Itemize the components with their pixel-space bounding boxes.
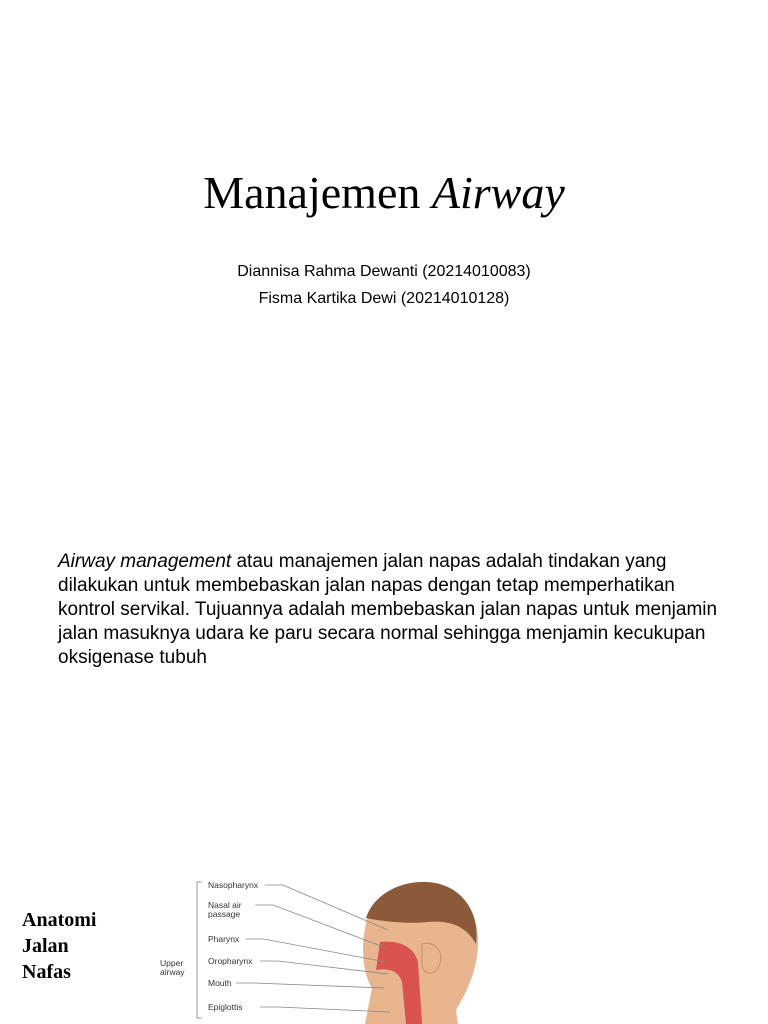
head-illustration (363, 882, 478, 1024)
anatomy-label-line: Nasal air (208, 900, 242, 910)
anatomy-label-text-1 (208, 880, 259, 890)
anatomy-label-line: passage (208, 909, 241, 919)
anatomy-label-text-6 (208, 1002, 243, 1012)
heading-line-2: Jalan (22, 935, 69, 957)
airway-anatomy-svg (150, 870, 620, 1024)
upper-airway-line-2: airway (160, 967, 185, 977)
section-heading (22, 907, 96, 985)
title-italic: Airway (431, 167, 565, 218)
anatomy-label-line: Mouth (208, 978, 232, 988)
slide-title (0, 165, 768, 221)
upper-airway-bracket (197, 882, 202, 1018)
anatomy-label-5 (208, 978, 384, 988)
author-2: Fisma Kartika Dewi (20214010128) (258, 290, 510, 307)
definition-text: atau manajemen jalan napas adalah tindakan yang dilakukan untuk membebaskan jalan napas dengan tetap memperhatikan kontrol servikal. Tujuannya adalah membebaskan jalan napas untuk menjamin jalan masuknya udara ke paru secara normal sehingga menjamin kecukupan oksigenase tubuh (58, 551, 718, 668)
heading-line-1: Anatomi (22, 909, 97, 931)
definition-paragraph (58, 550, 718, 670)
anatomy-label-line: Epiglottis (208, 1002, 243, 1012)
anatomy-label-text-2 (208, 900, 242, 919)
anatomy-label-line: Oropharynx (208, 956, 253, 966)
anatomy-label-4 (208, 956, 388, 974)
anatomy-label-text-5 (208, 978, 232, 988)
anatomy-labels (208, 880, 390, 1012)
upper-airway-line-1: Upper (160, 958, 184, 968)
title-plain: Manajemen (203, 167, 432, 218)
author-1: Diannisa Rahma Dewanti (20214010083) (237, 263, 531, 280)
heading-line-3: Nafas (22, 961, 71, 983)
anatomy-leader-line (236, 983, 384, 988)
anatomy-label-text-4 (208, 956, 253, 966)
anatomy-label-line: Pharynx (208, 934, 240, 944)
upper-airway-label (160, 958, 186, 977)
airway-anatomy-figure (150, 870, 620, 1024)
anatomy-label-6 (208, 1002, 390, 1012)
anatomy-label-text-3 (208, 934, 240, 944)
anatomy-label-line: Nasopharynx (208, 880, 259, 890)
definition-term: Airway management (58, 551, 232, 572)
